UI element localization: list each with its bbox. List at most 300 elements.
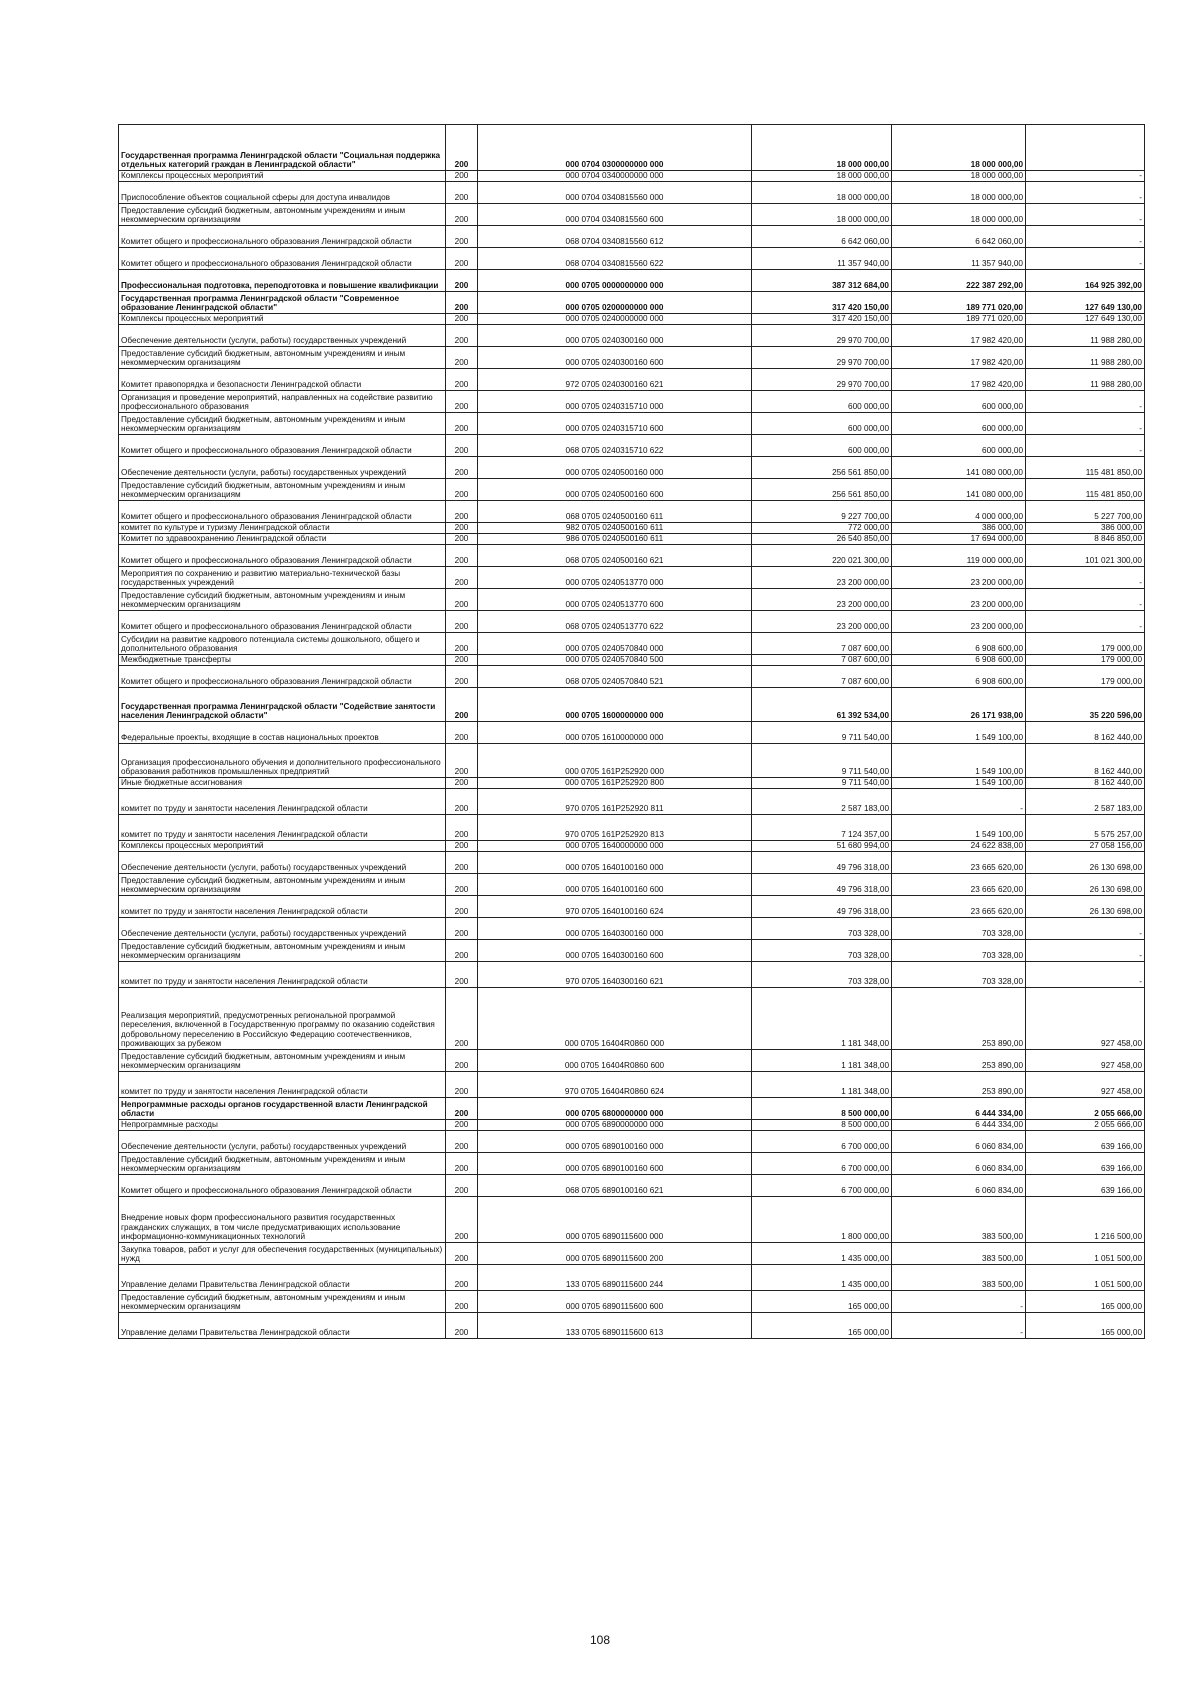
table-row	[119, 655, 1145, 666]
table-row	[119, 182, 1145, 204]
cell-unexecuted: 639 166,00	[1026, 1175, 1145, 1197]
cell-line: 200	[446, 1265, 478, 1291]
cell-unexecuted: 8 162 440,00	[1026, 744, 1145, 778]
cell-code: 000 0705 0240500160 600	[478, 479, 752, 501]
table-row	[119, 125, 1145, 171]
cell-approved: 772 000,00	[752, 523, 892, 534]
budget-table-body	[119, 125, 1145, 1339]
cell-name: Предоставление субсидий бюджетным, автономным учреждениям и иным некоммерческим организациям	[119, 589, 446, 611]
cell-code: 000 0705 0200000000 000	[478, 292, 752, 314]
cell-approved: 1 435 000,00	[752, 1265, 892, 1291]
cell-name: Комплексы процессных мероприятий	[119, 841, 446, 852]
table-row	[119, 171, 1145, 182]
cell-executed: 383 500,00	[892, 1243, 1026, 1265]
cell-approved: 29 970 700,00	[752, 347, 892, 369]
cell-executed: 1 549 100,00	[892, 722, 1026, 744]
cell-code: 000 0705 161P252920 000	[478, 744, 752, 778]
table-row	[119, 1120, 1145, 1131]
cell-approved: 18 000 000,00	[752, 204, 892, 226]
cell-name: Комитет общего и профессионального образования Ленинградской области	[119, 501, 446, 523]
cell-line: 200	[446, 435, 478, 457]
table-row	[119, 1131, 1145, 1153]
cell-approved: 1 800 000,00	[752, 1197, 892, 1243]
cell-name: Управление делами Правительства Ленинградской области	[119, 1313, 446, 1339]
cell-approved: 18 000 000,00	[752, 171, 892, 182]
cell-name: Закупка товаров, работ и услуг для обеспечения государственных (муниципальных) нужд	[119, 1243, 446, 1265]
cell-code: 000 0705 0240300160 000	[478, 325, 752, 347]
cell-line: 200	[446, 347, 478, 369]
table-row	[119, 589, 1145, 611]
cell-approved: 7 087 600,00	[752, 633, 892, 655]
table-row	[119, 1098, 1145, 1120]
cell-line: 200	[446, 125, 478, 171]
cell-executed: 383 500,00	[892, 1197, 1026, 1243]
budget-table	[118, 124, 1145, 1339]
cell-approved: 9 711 540,00	[752, 778, 892, 789]
cell-unexecuted: -	[1026, 226, 1145, 248]
cell-line: 200	[446, 182, 478, 204]
cell-approved: 1 435 000,00	[752, 1243, 892, 1265]
cell-unexecuted: 2 055 666,00	[1026, 1120, 1145, 1131]
table-row	[119, 744, 1145, 778]
cell-code: 000 0705 6890115600 200	[478, 1243, 752, 1265]
cell-executed: 253 890,00	[892, 1050, 1026, 1072]
cell-unexecuted: -	[1026, 391, 1145, 413]
table-row	[119, 940, 1145, 962]
cell-executed: 17 982 420,00	[892, 369, 1026, 391]
cell-code: 000 0705 0240315710 600	[478, 413, 752, 435]
cell-name: Внедрение новых форм профессионального развития государственных гражданских служащих, в том числе предусматривающих использование информационно-коммуникационных технологий	[119, 1197, 446, 1243]
cell-name: Государственная программа Ленинградской области "Социальная поддержка отдельных категорий граждан в Ленинградской области"	[119, 125, 446, 171]
cell-name: Обеспечение деятельности (услуги, работы) государственных учреждений	[119, 852, 446, 874]
cell-unexecuted: 115 481 850,00	[1026, 457, 1145, 479]
table-row	[119, 248, 1145, 270]
cell-line: 200	[446, 852, 478, 874]
cell-line: 200	[446, 545, 478, 567]
cell-line: 200	[446, 789, 478, 815]
table-row	[119, 1243, 1145, 1265]
cell-code: 970 0705 161P252920 813	[478, 815, 752, 841]
cell-executed: 600 000,00	[892, 413, 1026, 435]
cell-approved: 29 970 700,00	[752, 325, 892, 347]
table-row	[119, 567, 1145, 589]
cell-approved: 9 711 540,00	[752, 744, 892, 778]
cell-code: 000 0705 0240500160 000	[478, 457, 752, 479]
table-row	[119, 633, 1145, 655]
cell-code: 970 0705 161P252920 811	[478, 789, 752, 815]
cell-executed: 600 000,00	[892, 391, 1026, 413]
cell-approved: 165 000,00	[752, 1291, 892, 1313]
cell-name: Управление делами Правительства Ленинградской области	[119, 1265, 446, 1291]
cell-name: комитет по труду и занятости населения Ленинградской области	[119, 815, 446, 841]
cell-code: 000 0705 6800000000 000	[478, 1098, 752, 1120]
cell-name: Комитет общего и профессионального образования Ленинградской области	[119, 226, 446, 248]
cell-executed: 703 328,00	[892, 962, 1026, 988]
cell-executed: -	[892, 1291, 1026, 1313]
cell-code: 068 0705 0240500160 621	[478, 545, 752, 567]
cell-name: комитет по труду и занятости населения Ленинградской области	[119, 962, 446, 988]
cell-executed: 23 200 000,00	[892, 611, 1026, 633]
cell-name: Организация и проведение мероприятий, направленных на содействие развитию профессионального образования	[119, 391, 446, 413]
cell-code: 000 0705 0240300160 600	[478, 347, 752, 369]
cell-executed: 386 000,00	[892, 523, 1026, 534]
cell-name: Комплексы процессных мероприятий	[119, 171, 446, 182]
cell-name: Комитет правопорядка и безопасности Ленинградской области	[119, 369, 446, 391]
cell-code: 000 0705 6890100160 000	[478, 1131, 752, 1153]
table-row	[119, 778, 1145, 789]
cell-line: 200	[446, 666, 478, 688]
cell-code: 068 0704 0340815560 612	[478, 226, 752, 248]
cell-executed: 18 000 000,00	[892, 204, 1026, 226]
cell-unexecuted: 165 000,00	[1026, 1291, 1145, 1313]
cell-name: Предоставление субсидий бюджетным, автономным учреждениям и иным некоммерческим организациям	[119, 204, 446, 226]
cell-executed: 383 500,00	[892, 1265, 1026, 1291]
cell-unexecuted: 386 000,00	[1026, 523, 1145, 534]
cell-line: 200	[446, 270, 478, 292]
cell-code: 000 0705 161P252920 800	[478, 778, 752, 789]
cell-unexecuted: -	[1026, 962, 1145, 988]
cell-approved: 600 000,00	[752, 391, 892, 413]
cell-line: 200	[446, 314, 478, 325]
cell-unexecuted: -	[1026, 611, 1145, 633]
cell-code: 000 0705 1600000000 000	[478, 688, 752, 722]
cell-executed: 189 771 020,00	[892, 292, 1026, 314]
cell-code: 000 0705 0240513770 000	[478, 567, 752, 589]
cell-line: 200	[446, 501, 478, 523]
cell-approved: 703 328,00	[752, 918, 892, 940]
cell-line: 200	[446, 391, 478, 413]
cell-name: Комитет общего и профессионального образования Ленинградской области	[119, 611, 446, 633]
table-row	[119, 204, 1145, 226]
cell-line: 200	[446, 413, 478, 435]
table-row	[119, 1175, 1145, 1197]
cell-name: Обеспечение деятельности (услуги, работы) государственных учреждений	[119, 918, 446, 940]
cell-unexecuted: 1 051 500,00	[1026, 1265, 1145, 1291]
cell-approved: 7 087 600,00	[752, 655, 892, 666]
cell-line: 200	[446, 778, 478, 789]
table-row	[119, 391, 1145, 413]
cell-line: 200	[446, 896, 478, 918]
cell-name: Предоставление субсидий бюджетным, автономным учреждениям и иным некоммерческим организациям	[119, 479, 446, 501]
cell-line: 200	[446, 567, 478, 589]
cell-code: 000 0705 1640300160 600	[478, 940, 752, 962]
table-row	[119, 1197, 1145, 1243]
cell-code: 133 0705 6890115600 244	[478, 1265, 752, 1291]
cell-executed: 6 908 600,00	[892, 655, 1026, 666]
cell-code: 000 0705 6890115600 000	[478, 1197, 752, 1243]
table-row	[119, 523, 1145, 534]
cell-approved: 600 000,00	[752, 413, 892, 435]
table-row	[119, 1153, 1145, 1175]
table-row	[119, 479, 1145, 501]
cell-approved: 703 328,00	[752, 962, 892, 988]
cell-executed: 4 000 000,00	[892, 501, 1026, 523]
cell-unexecuted: -	[1026, 171, 1145, 182]
table-row	[119, 918, 1145, 940]
cell-code: 986 0705 0240500160 611	[478, 534, 752, 545]
cell-unexecuted: -	[1026, 182, 1145, 204]
table-row	[119, 226, 1145, 248]
cell-name: Мероприятия по сохранению и развитию материально-технической базы государственных учреждений	[119, 567, 446, 589]
cell-executed: 703 328,00	[892, 940, 1026, 962]
cell-approved: 6 700 000,00	[752, 1153, 892, 1175]
cell-unexecuted: 26 130 698,00	[1026, 896, 1145, 918]
cell-executed: 6 444 334,00	[892, 1120, 1026, 1131]
cell-code: 000 0705 16404R0860 000	[478, 988, 752, 1050]
cell-name: Комитет общего и профессионального образования Ленинградской области	[119, 666, 446, 688]
cell-name: Профессиональная подготовка, переподготовка и повышение квалификации	[119, 270, 446, 292]
cell-line: 200	[446, 918, 478, 940]
table-row	[119, 292, 1145, 314]
cell-unexecuted: 927 458,00	[1026, 1050, 1145, 1072]
cell-approved: 6 700 000,00	[752, 1175, 892, 1197]
cell-approved: 26 540 850,00	[752, 534, 892, 545]
cell-name: Комитет общего и профессионального образования Ленинградской области	[119, 1175, 446, 1197]
cell-executed: 600 000,00	[892, 435, 1026, 457]
cell-approved: 23 200 000,00	[752, 589, 892, 611]
cell-executed: 23 200 000,00	[892, 567, 1026, 589]
cell-line: 200	[446, 1313, 478, 1339]
cell-code: 000 0705 6890115600 600	[478, 1291, 752, 1313]
cell-executed: 18 000 000,00	[892, 171, 1026, 182]
cell-unexecuted: 8 162 440,00	[1026, 722, 1145, 744]
cell-approved: 6 642 060,00	[752, 226, 892, 248]
cell-executed: 6 642 060,00	[892, 226, 1026, 248]
cell-approved: 51 680 994,00	[752, 841, 892, 852]
cell-executed: 703 328,00	[892, 918, 1026, 940]
cell-executed: 11 357 940,00	[892, 248, 1026, 270]
cell-code: 000 0705 1640100160 600	[478, 874, 752, 896]
cell-executed: 6 444 334,00	[892, 1098, 1026, 1120]
cell-executed: 189 771 020,00	[892, 314, 1026, 325]
cell-executed: 1 549 100,00	[892, 815, 1026, 841]
cell-name: Субсидии на развитие кадрового потенциала системы дошкольного, общего и дополнительного образования	[119, 633, 446, 655]
cell-unexecuted: -	[1026, 248, 1145, 270]
cell-approved: 1 181 348,00	[752, 1050, 892, 1072]
cell-executed: 17 694 000,00	[892, 534, 1026, 545]
cell-approved: 7 087 600,00	[752, 666, 892, 688]
cell-approved: 703 328,00	[752, 940, 892, 962]
cell-line: 200	[446, 611, 478, 633]
table-row	[119, 1072, 1145, 1098]
cell-name: Предоставление субсидий бюджетным, автономным учреждениям и иным некоммерческим организациям	[119, 1291, 446, 1313]
cell-executed: 1 549 100,00	[892, 744, 1026, 778]
cell-name: Обеспечение деятельности (услуги, работы) государственных учреждений	[119, 1131, 446, 1153]
cell-executed: 26 171 938,00	[892, 688, 1026, 722]
cell-name: Предоставление субсидий бюджетным, автономным учреждениям и иным некоммерческим организациям	[119, 347, 446, 369]
cell-approved: 49 796 318,00	[752, 896, 892, 918]
cell-executed: 6 908 600,00	[892, 666, 1026, 688]
cell-executed: 18 000 000,00	[892, 182, 1026, 204]
cell-code: 068 0705 0240570840 521	[478, 666, 752, 688]
cell-line: 200	[446, 292, 478, 314]
cell-approved: 23 200 000,00	[752, 567, 892, 589]
cell-approved: 1 181 348,00	[752, 988, 892, 1050]
cell-approved: 9 711 540,00	[752, 722, 892, 744]
cell-name: Обеспечение деятельности (услуги, работы) государственных учреждений	[119, 325, 446, 347]
cell-unexecuted: 1 051 500,00	[1026, 1243, 1145, 1265]
cell-code: 000 0705 0240570840 000	[478, 633, 752, 655]
cell-line: 200	[446, 1175, 478, 1197]
cell-approved: 61 392 534,00	[752, 688, 892, 722]
cell-unexecuted: -	[1026, 589, 1145, 611]
cell-code: 000 0705 6890100160 600	[478, 1153, 752, 1175]
cell-executed: 6 060 834,00	[892, 1131, 1026, 1153]
cell-name: Комитет общего и профессионального образования Ленинградской области	[119, 545, 446, 567]
cell-line: 200	[446, 722, 478, 744]
cell-line: 200	[446, 1291, 478, 1313]
cell-approved: 8 500 000,00	[752, 1120, 892, 1131]
cell-line: 200	[446, 988, 478, 1050]
cell-name: Предоставление субсидий бюджетным, автономным учреждениям и иным некоммерческим организациям	[119, 874, 446, 896]
cell-unexecuted: 127 649 130,00	[1026, 314, 1145, 325]
cell-code: 000 0705 0000000000 000	[478, 270, 752, 292]
cell-approved: 6 700 000,00	[752, 1131, 892, 1153]
table-row	[119, 1291, 1145, 1313]
cell-unexecuted: 639 166,00	[1026, 1131, 1145, 1153]
cell-unexecuted: -	[1026, 567, 1145, 589]
cell-code: 000 0705 1640300160 000	[478, 918, 752, 940]
cell-line: 200	[446, 534, 478, 545]
cell-approved: 18 000 000,00	[752, 125, 892, 171]
cell-unexecuted	[1026, 125, 1145, 171]
cell-code: 000 0704 0300000000 000	[478, 125, 752, 171]
table-row	[119, 347, 1145, 369]
cell-code: 000 0705 1610000000 000	[478, 722, 752, 744]
cell-line: 200	[446, 841, 478, 852]
cell-line: 200	[446, 369, 478, 391]
table-row	[119, 1265, 1145, 1291]
table-row	[119, 545, 1145, 567]
cell-approved: 11 357 940,00	[752, 248, 892, 270]
cell-approved: 9 227 700,00	[752, 501, 892, 523]
cell-line: 200	[446, 1153, 478, 1175]
cell-name: Иные бюджетные ассигнования	[119, 778, 446, 789]
cell-approved: 387 312 684,00	[752, 270, 892, 292]
cell-executed: 23 665 620,00	[892, 874, 1026, 896]
cell-unexecuted: 927 458,00	[1026, 1072, 1145, 1098]
cell-code: 000 0705 0240570840 500	[478, 655, 752, 666]
cell-unexecuted: -	[1026, 940, 1145, 962]
cell-name: Комитет общего и профессионального образования Ленинградской области	[119, 435, 446, 457]
table-row	[119, 852, 1145, 874]
cell-approved: 29 970 700,00	[752, 369, 892, 391]
cell-line: 200	[446, 1243, 478, 1265]
cell-approved: 49 796 318,00	[752, 874, 892, 896]
cell-code: 982 0705 0240500160 611	[478, 523, 752, 534]
table-row	[119, 722, 1145, 744]
cell-unexecuted: 5 575 257,00	[1026, 815, 1145, 841]
table-row	[119, 270, 1145, 292]
cell-unexecuted: -	[1026, 918, 1145, 940]
cell-name: Реализация мероприятий, предусмотренных региональной программой переселения, включенной в Государственную программу по оказанию содействия добровольному переселению в Российскую Федерацию соотечественников, проживающих за рубежом	[119, 988, 446, 1050]
cell-line: 200	[446, 688, 478, 722]
table-row	[119, 896, 1145, 918]
cell-approved: 1 181 348,00	[752, 1072, 892, 1098]
cell-code: 000 0705 0240315710 000	[478, 391, 752, 413]
cell-executed: 253 890,00	[892, 988, 1026, 1050]
cell-approved: 18 000 000,00	[752, 182, 892, 204]
cell-unexecuted: 1 216 500,00	[1026, 1197, 1145, 1243]
cell-code: 000 0705 0240000000 000	[478, 314, 752, 325]
cell-name: Комитет общего и профессионального образования Ленинградской области	[119, 248, 446, 270]
cell-line: 200	[446, 1120, 478, 1131]
cell-code: 068 0705 0240500160 611	[478, 501, 752, 523]
cell-unexecuted: 35 220 596,00	[1026, 688, 1145, 722]
table-row	[119, 666, 1145, 688]
cell-name: комитет по труду и занятости населения Ленинградской области	[119, 789, 446, 815]
cell-executed: 141 080 000,00	[892, 457, 1026, 479]
cell-executed: 23 200 000,00	[892, 589, 1026, 611]
cell-unexecuted: 639 166,00	[1026, 1153, 1145, 1175]
cell-line: 200	[446, 655, 478, 666]
cell-approved: 220 021 300,00	[752, 545, 892, 567]
cell-line: 200	[446, 744, 478, 778]
cell-unexecuted: -	[1026, 204, 1145, 226]
cell-line: 200	[446, 1072, 478, 1098]
cell-unexecuted: 2 055 666,00	[1026, 1098, 1145, 1120]
cell-code: 068 0705 0240513770 622	[478, 611, 752, 633]
table-row	[119, 874, 1145, 896]
cell-name: Предоставление субсидий бюджетным, автономным учреждениям и иным некоммерческим организациям	[119, 413, 446, 435]
table-row	[119, 534, 1145, 545]
cell-unexecuted: 8 846 850,00	[1026, 534, 1145, 545]
cell-approved: 256 561 850,00	[752, 457, 892, 479]
cell-line: 200	[446, 171, 478, 182]
cell-executed: 1 549 100,00	[892, 778, 1026, 789]
cell-approved: 317 420 150,00	[752, 314, 892, 325]
cell-unexecuted: -	[1026, 435, 1145, 457]
cell-approved: 7 124 357,00	[752, 815, 892, 841]
table-row	[119, 314, 1145, 325]
cell-line: 200	[446, 523, 478, 534]
cell-unexecuted: 5 227 700,00	[1026, 501, 1145, 523]
table-row	[119, 611, 1145, 633]
cell-executed: 119 000 000,00	[892, 545, 1026, 567]
cell-line: 200	[446, 874, 478, 896]
table-row	[119, 369, 1145, 391]
cell-executed: 23 665 620,00	[892, 896, 1026, 918]
cell-line: 200	[446, 1197, 478, 1243]
cell-executed: 6 908 600,00	[892, 633, 1026, 655]
cell-code: 068 0705 6890100160 621	[478, 1175, 752, 1197]
cell-approved: 2 587 183,00	[752, 789, 892, 815]
cell-code: 133 0705 6890115600 613	[478, 1313, 752, 1339]
cell-unexecuted: 115 481 850,00	[1026, 479, 1145, 501]
cell-unexecuted: 26 130 698,00	[1026, 874, 1145, 896]
cell-unexecuted: 927 458,00	[1026, 988, 1145, 1050]
cell-name: комитет по культуре и туризму Ленинградской области	[119, 523, 446, 534]
cell-name: Обеспечение деятельности (услуги, работы) государственных учреждений	[119, 457, 446, 479]
cell-name: Предоставление субсидий бюджетным, автономным учреждениям и иным некоммерческим организациям	[119, 1153, 446, 1175]
cell-unexecuted: 179 000,00	[1026, 655, 1145, 666]
cell-unexecuted: 11 988 280,00	[1026, 369, 1145, 391]
cell-name: Предоставление субсидий бюджетным, автономным учреждениям и иным некоммерческим организациям	[119, 940, 446, 962]
table-row	[119, 988, 1145, 1050]
cell-executed: -	[892, 789, 1026, 815]
cell-code: 000 0705 16404R0860 600	[478, 1050, 752, 1072]
cell-unexecuted: 8 162 440,00	[1026, 778, 1145, 789]
cell-executed: 17 982 420,00	[892, 325, 1026, 347]
table-row	[119, 962, 1145, 988]
cell-unexecuted: 27 058 156,00	[1026, 841, 1145, 852]
cell-unexecuted: 26 130 698,00	[1026, 852, 1145, 874]
cell-executed: 222 387 292,00	[892, 270, 1026, 292]
cell-unexecuted: 164 925 392,00	[1026, 270, 1145, 292]
cell-code: 068 0704 0340815560 622	[478, 248, 752, 270]
cell-approved: 256 561 850,00	[752, 479, 892, 501]
cell-code: 000 0705 1640100160 000	[478, 852, 752, 874]
